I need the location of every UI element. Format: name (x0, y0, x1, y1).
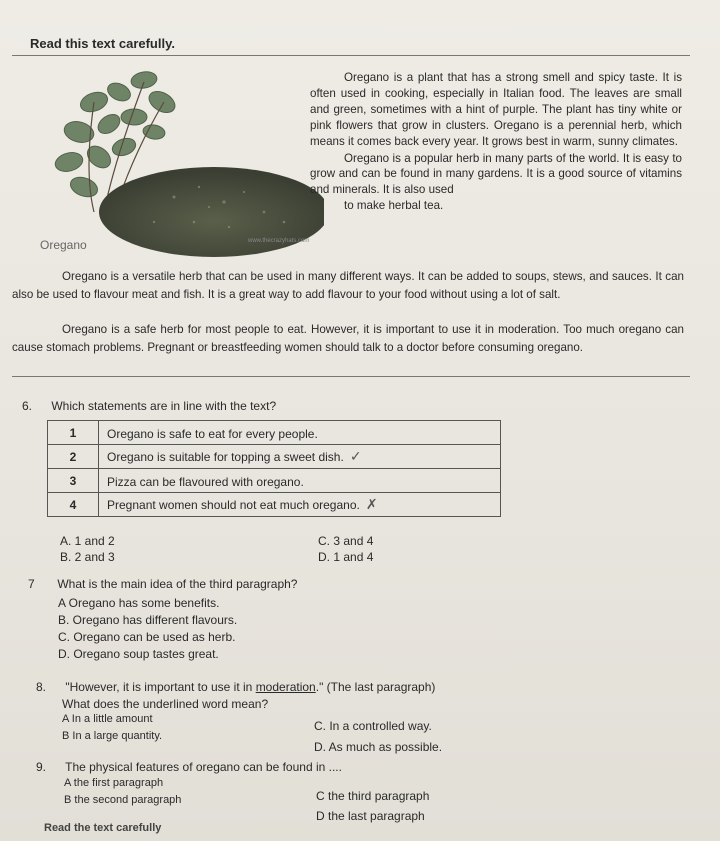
statement-cell (99, 469, 501, 493)
question-7-number: 7 (28, 577, 35, 591)
question-9 (36, 760, 342, 774)
figure-caption: Oregano (40, 238, 87, 252)
statement-number: 3 (48, 469, 99, 493)
q8-option-c[interactable]: C. In a controlled way. (314, 719, 432, 733)
q8-option-d[interactable]: D. As much as possible. (314, 740, 443, 754)
footer-heading-cut: Read the text carefully (44, 822, 162, 834)
table-row (48, 421, 501, 445)
statements-table (47, 420, 501, 517)
q8-option-a[interactable]: A In a little amount (62, 713, 153, 725)
instruction-heading: Read this text carefully. (30, 36, 175, 51)
table-row (48, 493, 501, 517)
question-8-subtext: What does the underlined word mean? (62, 697, 269, 711)
paragraph-2-text: Oregano is a popular herb in many parts of the world. It is easy to grow and can be found in many gardens. It is a good source of vitamins and minerals. It is also used (310, 151, 682, 197)
q7-option-a[interactable]: A Oregano has some benefits. (58, 596, 220, 610)
paragraph-2 (310, 151, 682, 215)
table-row (48, 445, 501, 469)
question-7 (28, 577, 297, 591)
statement-text: Oregano is suitable for topping a sweet dish. (107, 450, 344, 464)
question-8 (36, 680, 435, 694)
question-9-text: The physical features of oregano can be found in .... (65, 760, 342, 774)
statement-cell (99, 421, 501, 445)
q9-option-d[interactable]: D the last paragraph (316, 809, 425, 823)
question-6-text: Which statements are in line with the text? (51, 399, 277, 413)
q6-option-c[interactable]: C. 3 and 4 (318, 534, 374, 548)
paragraph-1: Oregano is a plant that has a strong smell and spicy taste. It is often used in cooking, especially in Italian food. The leaves are small and green, sometimes with a hint of purple. The plant has tiny white or pink flowers that grow in clusters. Oregano is a perennial herb, which means it comes back every year. It grows best in warm, sunny climates. (310, 71, 682, 148)
question-6-number: 6. (22, 399, 33, 413)
paragraph-3: Oregano is a versatile herb that can be used in many different ways. It can be added to soups, stews, and sauces. It can also be used to flavour meat and fish. It is a great way to add flavour to your food without using a lot of salt. (12, 270, 684, 301)
q9-option-a[interactable]: A the first paragraph (64, 777, 164, 789)
question-8-number: 8. (36, 680, 47, 694)
check-mark-icon: ✓ (349, 448, 362, 464)
q9-option-c[interactable]: C the third paragraph (316, 789, 430, 803)
q7-option-b[interactable]: B. Oregano has different flavours. (58, 613, 238, 627)
paragraph-2-tail: to make herbal tea. (344, 199, 444, 213)
figure-credit: www.thecrazyhats.com (248, 238, 310, 244)
paragraph-4-block (12, 321, 684, 356)
q6-option-a[interactable]: A. 1 and 2 (60, 534, 115, 548)
statement-cell (99, 445, 501, 469)
q6-option-b[interactable]: B. 2 and 3 (60, 550, 115, 564)
reading-right-column (310, 70, 682, 214)
statement-text: Pregnant women should not eat much oregano. (107, 498, 360, 512)
q6-option-d[interactable]: D. 1 and 4 (318, 550, 374, 564)
cross-mark-icon: ✗ (365, 496, 378, 512)
question-8-text-before: "However, it is important to use it in (65, 680, 256, 694)
question-9-number: 9. (36, 760, 47, 774)
question-8-text-after: ." (The last paragraph) (315, 680, 436, 694)
paragraph-3-block (12, 268, 684, 303)
statement-number: 4 (48, 493, 99, 517)
statement-number: 1 (48, 421, 99, 445)
q7-option-c[interactable]: C. Oregano can be used as herb. (58, 630, 236, 644)
statement-text: Pizza can be flavoured with oregano. (107, 474, 304, 489)
statement-number: 2 (48, 445, 99, 469)
q9-option-b[interactable]: B the second paragraph (64, 794, 182, 806)
question-7-text: What is the main idea of the third paragraph? (57, 577, 298, 591)
statement-cell (99, 493, 501, 517)
statement-text: Oregano is safe to eat for every people. (107, 426, 318, 441)
underlined-word: moderation (255, 680, 316, 694)
oregano-illustration (24, 62, 324, 262)
paragraph-4: Oregano is a safe herb for most people to eat. However, it is important to use it in moderation. Too much oregano can cause stomach problems. Pregnant or breastfeeding women should talk to a doctor before consuming oregano. (12, 323, 684, 354)
table-row (48, 469, 501, 493)
question-6 (22, 399, 276, 413)
q8-option-b[interactable]: B In a large quantity. (62, 730, 163, 742)
q7-option-d[interactable]: D. Oregano soup tastes great. (58, 647, 219, 661)
